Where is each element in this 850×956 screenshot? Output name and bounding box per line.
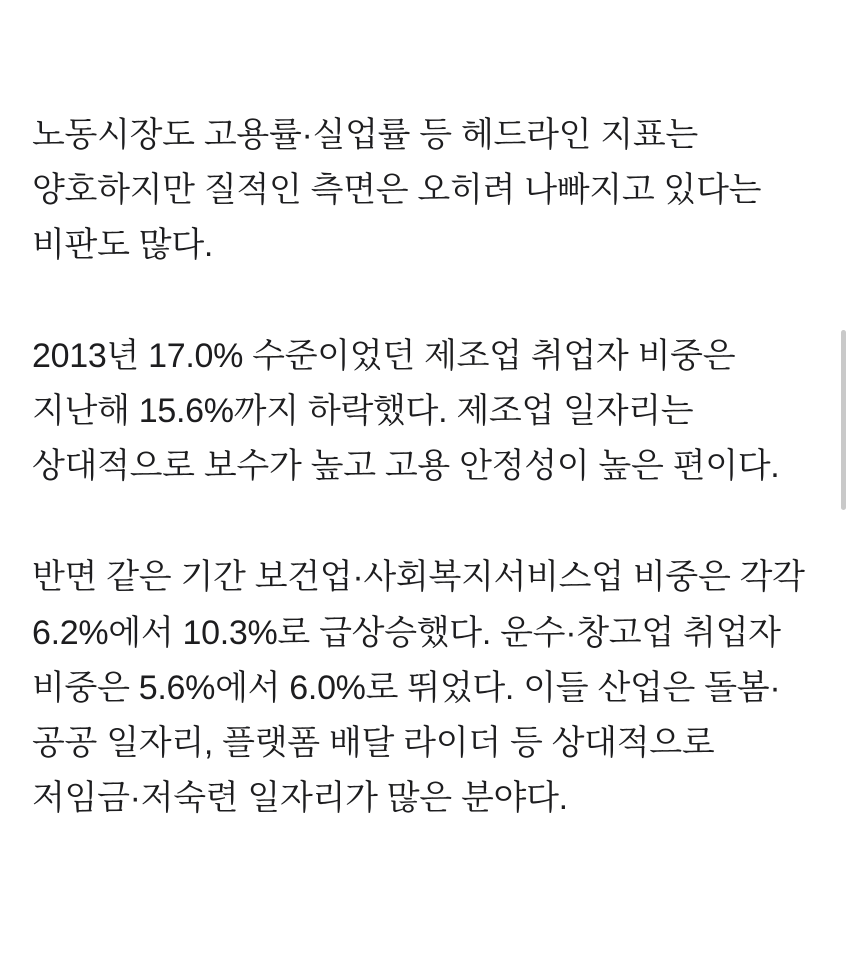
article-paragraph-1: 노동시장도 고용률·실업률 등 헤드라인 지표는 양호하지만 질적인 측면은 오히려 나빠지고 있다는 비판도 많다.: [32, 116, 762, 265]
article-paragraph-2: 2013년 17.0% 수준이었던 제조업 취업자 비중은 지난해 15.6%까지 하락했다. 제조업 일자리는 상대적으로 보수가 높고 고용 안정성이 높은 편이다.: [32, 337, 780, 486]
article-paragraph-3: 반면 같은 기간 보건업·사회복지서비스업 비중은 각각 6.2%에서 10.3%로 급상승했다. 운수·창고업 취업자 비중은 5.6%에서 6.0%로 뛰었다. 이들 산업은 돌봄·공공 일자리, 플랫폼 배달 라이더 등 상대적으로 저임금·저숙련 일자리가 많은 분야다.: [32, 558, 805, 817]
vertical-scrollbar-thumb[interactable]: [841, 330, 846, 510]
vertical-scrollbar[interactable]: [842, 0, 848, 956]
